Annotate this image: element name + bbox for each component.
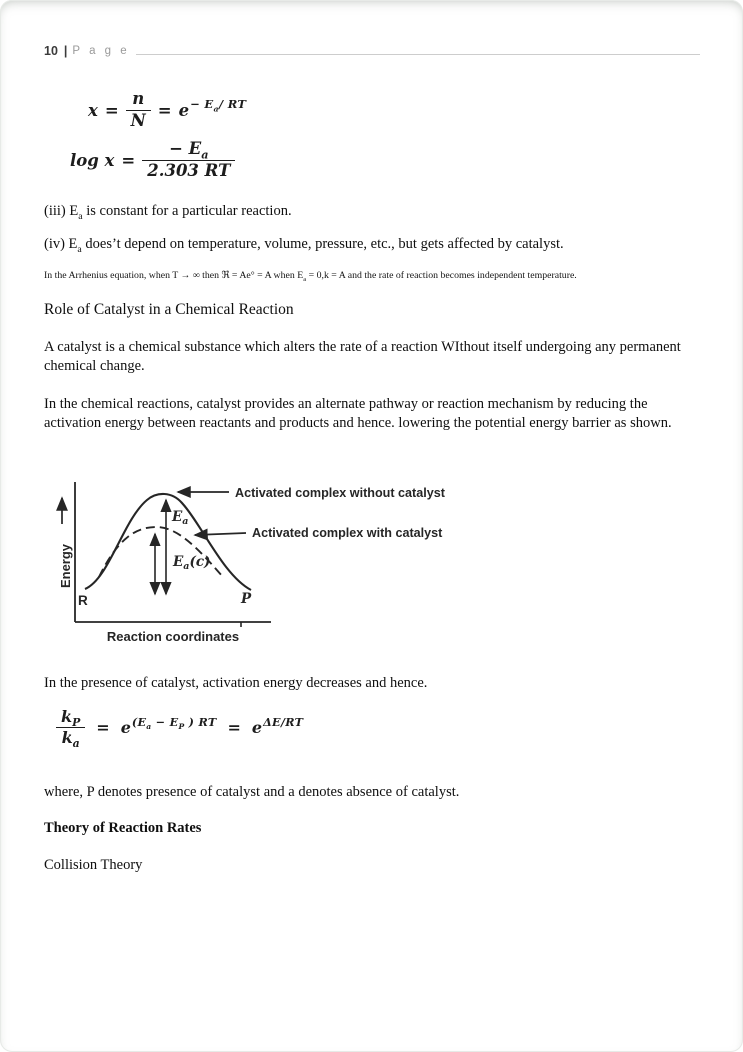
annotation-with-catalyst: Activated complex with catalyst (252, 526, 443, 540)
arrhenius-note: In the Arrhenius equation, when T → ∞ then ℜ = Ae° = A when $E_a = 0,k = A$ and the rate of reaction becomes independent temperature. (44, 270, 577, 283)
fraction-n-over-N: $\frac{n}{N}$ (126, 90, 151, 131)
formula-lhs: log x (70, 150, 115, 170)
equals-sign: = (157, 100, 172, 120)
section-heading-role-of-catalyst: Role of Catalyst in a Chemical Reaction (44, 301, 294, 318)
exp-base: e (251, 718, 263, 738)
energy-diagram-figure (55, 476, 475, 648)
paragraph-catalyst-definition: A catalyst is a chemical substance which alters the rate of a reaction WIthout itself undergoing any permanent chemical change. (44, 339, 681, 374)
page-number: 10 (44, 44, 58, 58)
equals-sign: = (96, 718, 110, 738)
section-heading-theory-of-reaction-rates: Theory of Reaction Rates (44, 820, 202, 836)
annotation-without-catalyst: Activated complex without catalyst (235, 486, 445, 500)
exponent-de-rt: ΔE/RT (263, 714, 304, 729)
equals-sign: = (227, 718, 241, 738)
formula-log-x (70, 140, 235, 181)
presence-line: In the presence of catalyst, activation energy decreases and hence. (44, 675, 428, 691)
x-axis-label: Reaction coordinates (106, 629, 240, 644)
ea-label: $E_a$ (172, 509, 189, 527)
equals-sign: = (104, 100, 119, 120)
fraction-kp-over-ka: $\frac{k_P}{k_a}$ (56, 708, 85, 748)
paragraph-catalyst-mechanism: In the chemical reactions, catalyst provides an alternate pathway or reaction mechanism by reducing the activation energy between reactants and products and hence. lowering the potential energy barrier as shown. (44, 396, 672, 431)
formula-arrhenius-fraction (88, 90, 246, 131)
header-separator: | (63, 44, 68, 58)
ea-c-label: $E_a(c)$ (173, 554, 211, 572)
page-header (44, 44, 700, 58)
formula-lhs: x (88, 100, 98, 120)
reactant-label: R (78, 593, 88, 608)
exp-base: e (178, 100, 190, 120)
y-axis-label: Energy (58, 543, 73, 589)
equals-sign: = (121, 150, 136, 170)
point-iv: (iv) $E_a$ does’t depend on temperature, volume, pressure, etc., but gets affected by catalyst. (44, 236, 564, 255)
curve-without-catalyst (85, 494, 251, 590)
header-rule (136, 54, 700, 55)
point-iii: (iii) $E_a$ is constant for a particular reaction. (44, 203, 292, 222)
collision-theory-label: Collision Theory (44, 857, 143, 873)
exponent-ea-ep: ($E_a - E_P$ ) RT (131, 714, 217, 731)
product-label: P (241, 591, 252, 607)
exponent: − $E_a/$ RT (190, 97, 247, 114)
where-line: where, P denotes presence of catalyst and a denotes absence of catalyst. (44, 784, 460, 800)
fraction-ea-over-2303rt: $\frac{- E_a}{2.303 RT}$ (142, 140, 235, 181)
formula-kp-ka (56, 707, 304, 751)
exp-base: e (120, 718, 131, 738)
page-label: P a g e (72, 45, 130, 57)
